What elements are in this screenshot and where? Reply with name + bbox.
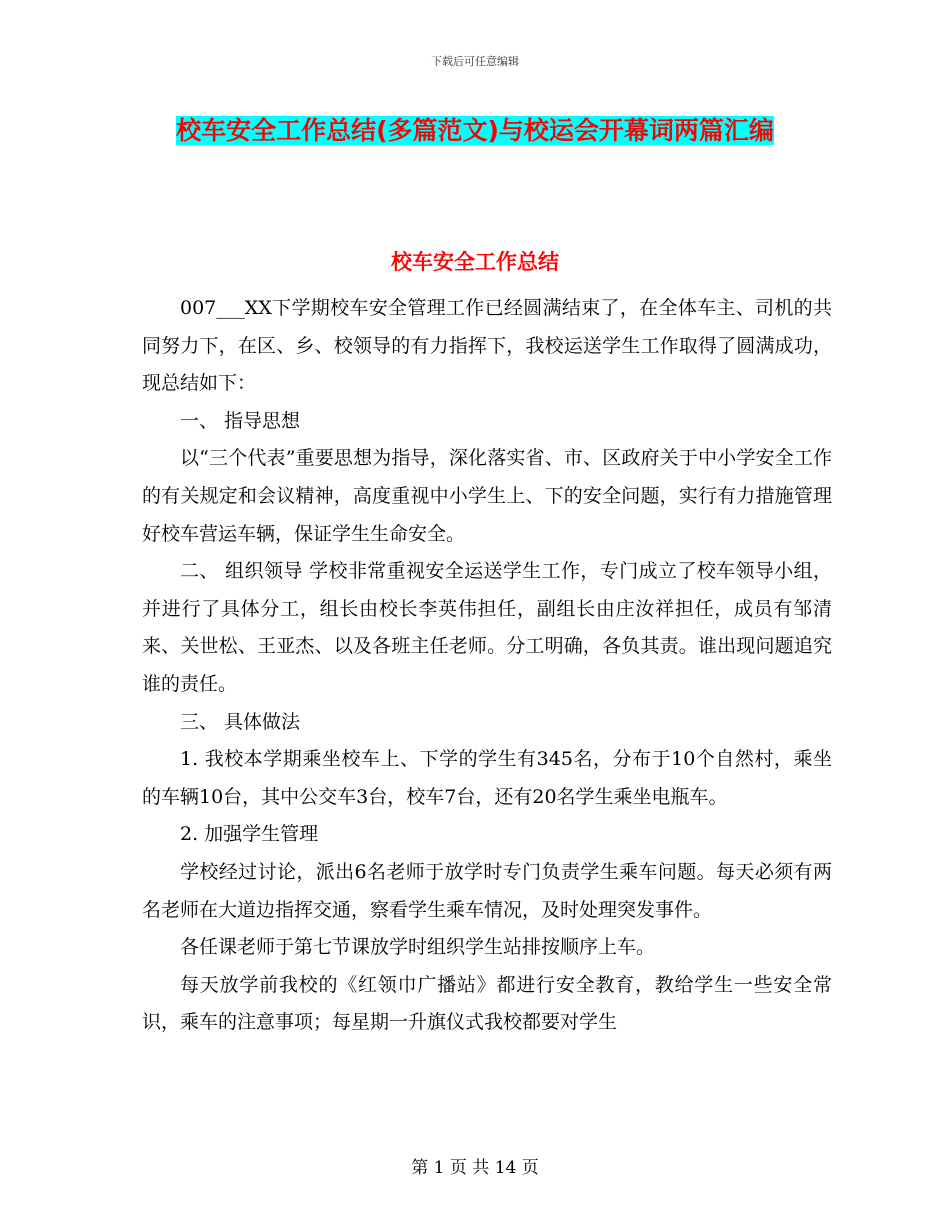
paragraph: 以“三个代表”重要思想为指导，深化落实省、市、区政府关于中小学安全工作的有关规定和会议精神，高度重视中小学生上、下的安全问题，实行有力措施管理好校车营运车辆，保证学生生命安全。 <box>142 447 832 545</box>
page-footer: 第 1 页 共 14 页 <box>411 1158 539 1178</box>
paragraph: 2. 加强学生管理 <box>180 823 319 846</box>
section-title: 校车安全工作总结 <box>391 250 559 274</box>
document-title <box>150 108 800 154</box>
paragraph: 各任课老师于第七节课放学时组织学生站排按顺序上车。 <box>180 936 656 959</box>
paragraph: 一、 指导思想 <box>180 409 301 432</box>
paragraph: 二、 组织领导 学校非常重视安全运送学生工作，专门成立了校车领导小组，并进行了具体分工，组长由校长李英伟担任，副组长由庄汝祥担任，成员有邹清来、关世松、王亚杰、以及各班主任老师。分工明确，各负其责。谁出现问题追究谁的责任。 <box>142 560 832 695</box>
header-note: 下载后可任意编辑 <box>431 55 519 68</box>
paragraph: 学校经过讨论，派出6名老师于放学时专门负责学生乘车问题。每天必须有两名老师在大道边指挥交通，察看学生乘车情况，及时处理突发事件。 <box>142 860 832 921</box>
paragraph: 007___XX下学期校车安全管理工作已经圆满结束了，在全体车主、司机的共同努力下，在区、乡、校领导的有力指挥下，我校运送学生工作取得了圆满成功，现总结如下： <box>142 297 832 395</box>
document-title-text: 校车安全工作总结(多篇范文)与校运会开幕词两篇汇编 <box>176 116 774 145</box>
body-text <box>142 290 832 1042</box>
paragraph: 1. 我校本学期乘坐校车上、下学的学生有345名，分布于10个自然村，乘坐的车辆10台，其中公交车3台，校车7台，还有20名学生乘坐电瓶车。 <box>142 748 832 808</box>
paragraph: 每天放学前我校的《红领巾广播站》都进行安全教育，教给学生一些安全常识，乘车的注意事项；每星期一升旗仪式我校都要对学生 <box>142 973 832 1034</box>
paragraph: 三、 具体做法 <box>180 710 301 733</box>
